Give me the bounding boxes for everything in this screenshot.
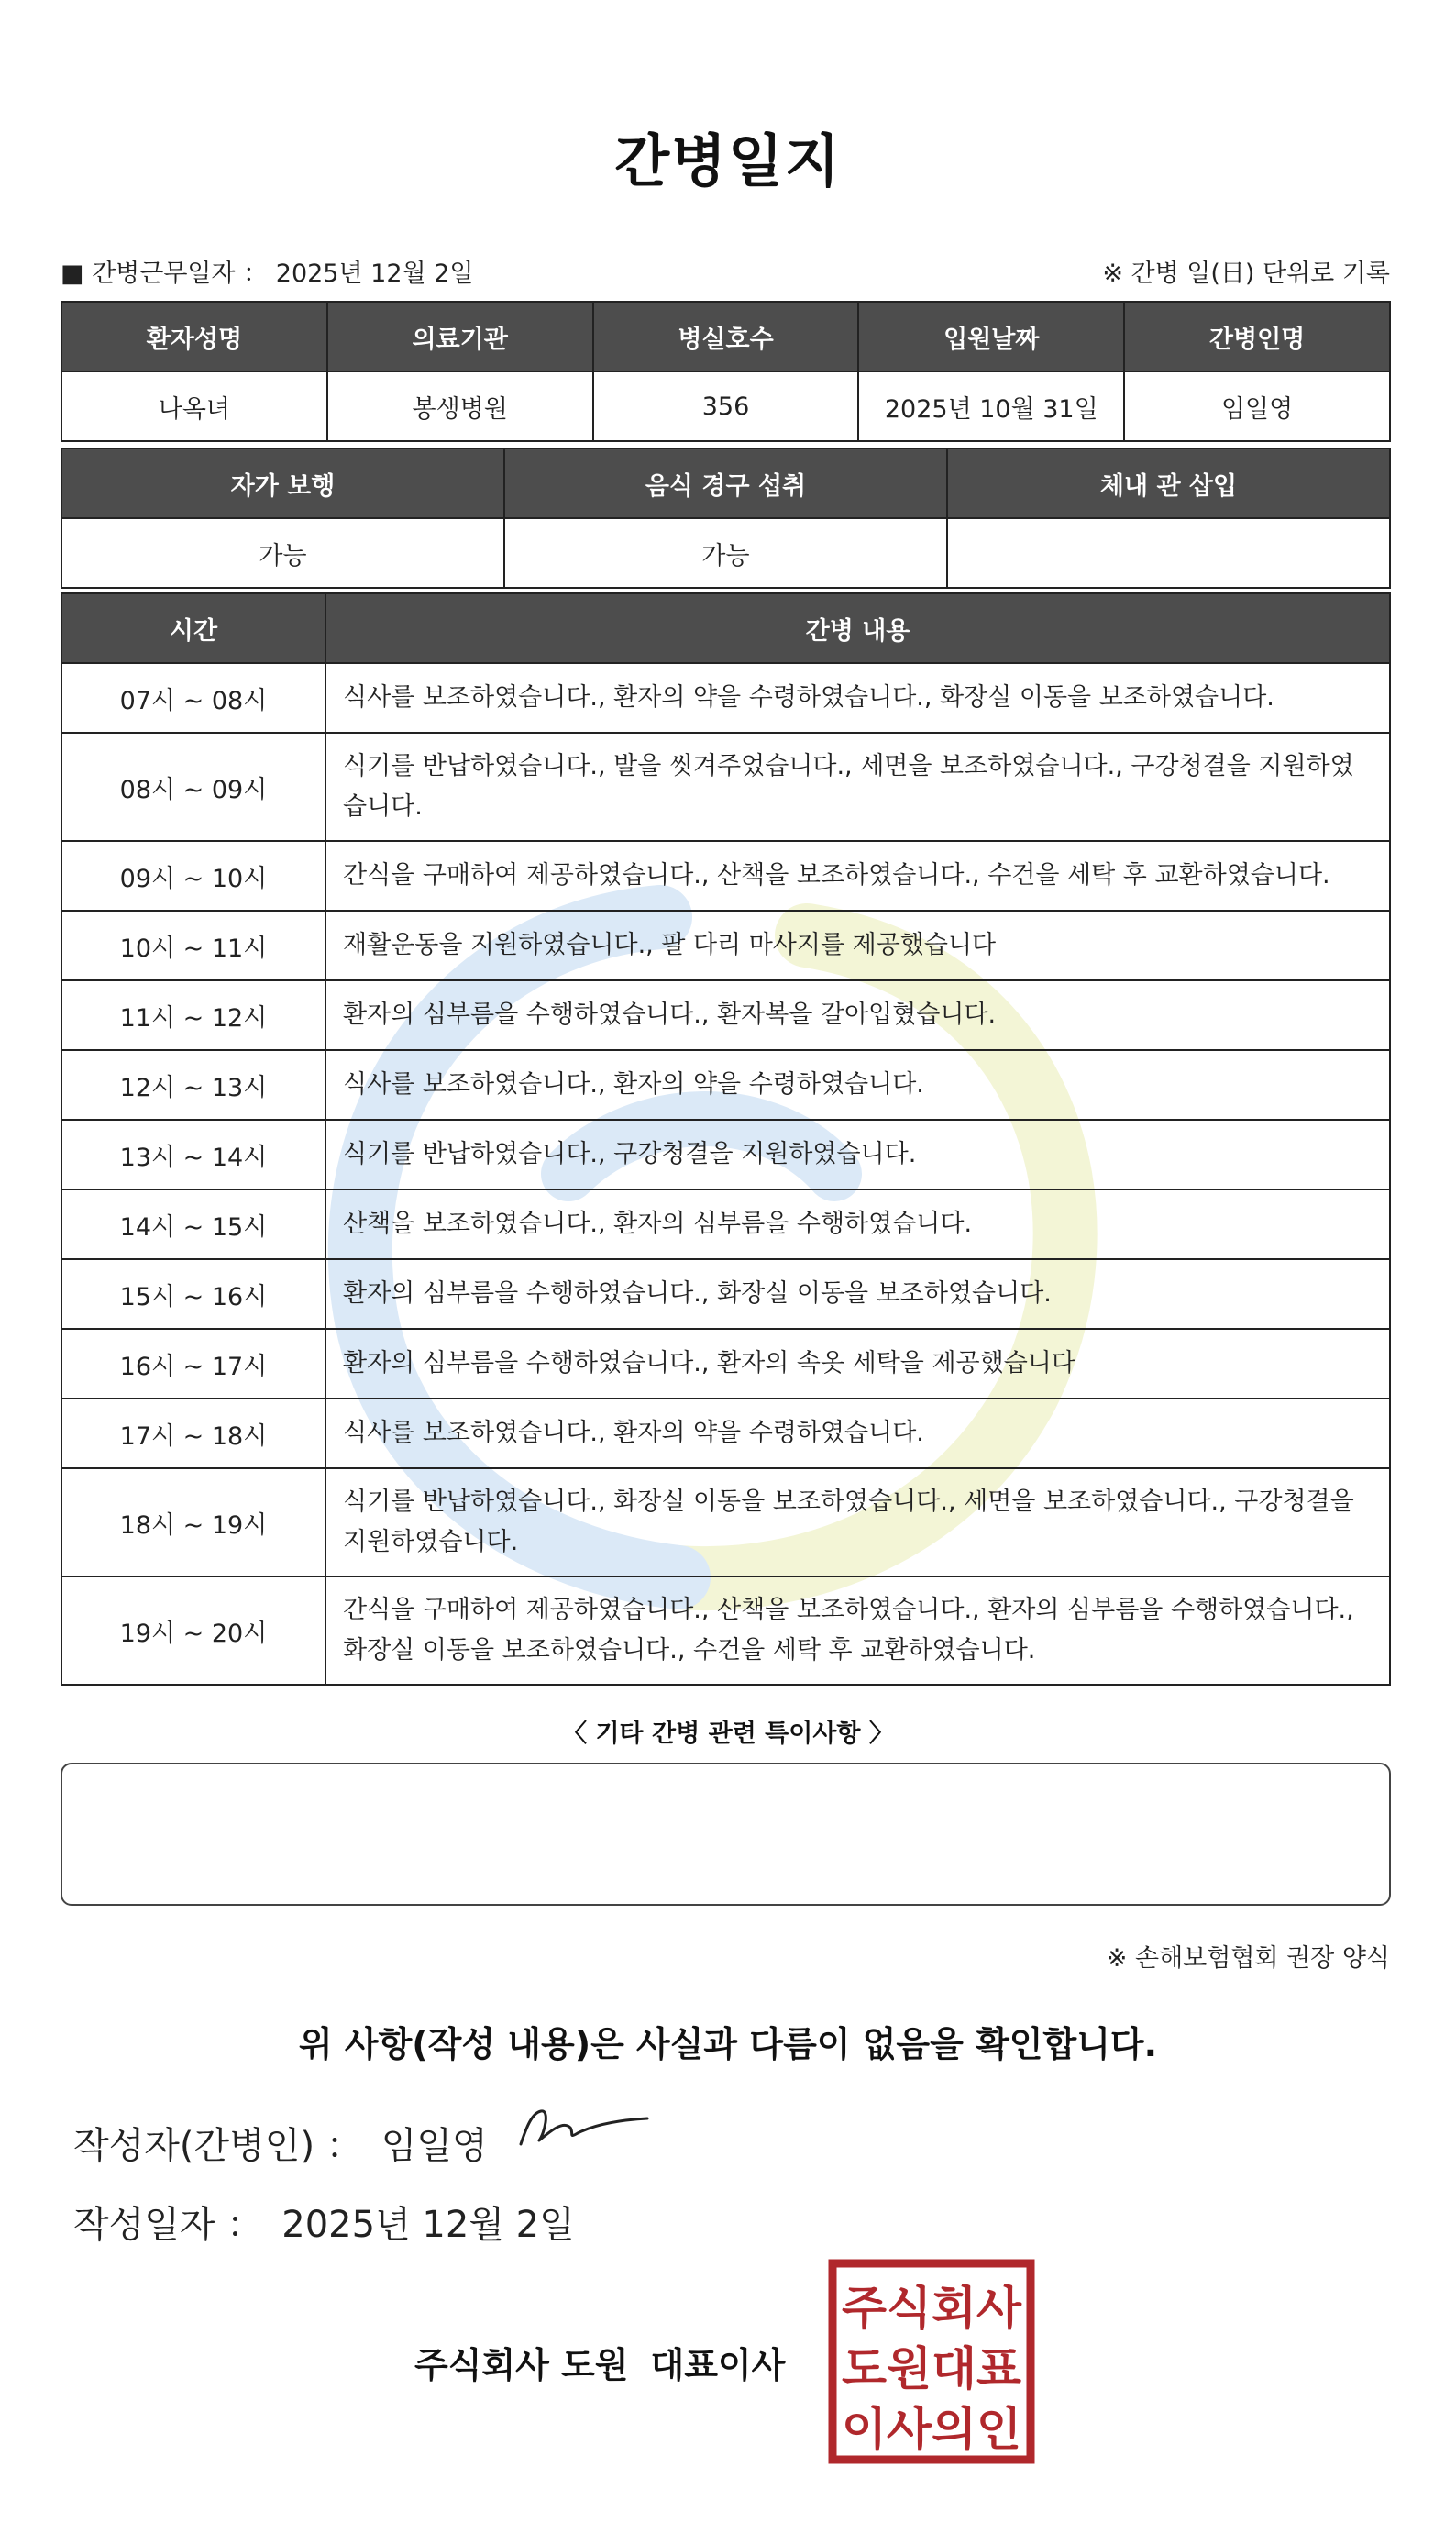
seal-line-1: 주식회사 [842,2282,1022,2335]
header-caregiver-name: 간병인명 [1124,302,1390,371]
table-row [61,1189,1390,1259]
notes-title: 〈 기타 간병 관련 특이사항 〉 [562,1720,894,1748]
log-content: 환자의 심부름을 수행하였습니다., 환자복을 갈아입혔습니다. [325,980,1390,1050]
log-time: 18시 ~ 19시 [61,1468,325,1576]
log-time: 13시 ~ 14시 [61,1120,325,1189]
hospital-name: 봉생병원 [327,371,593,441]
written-date-value: 2025년 12월 2일 [281,2204,575,2246]
header-hospital: 의료기관 [327,302,593,371]
log-time: 08시 ~ 09시 [61,733,325,841]
writer-label: 작성자(간병인) ： [73,2125,363,2167]
company-title: 대표이사 [650,2345,786,2385]
care-log-table [61,592,1391,1686]
log-content: 식사를 보조하였습니다., 환자의 약을 수령하였습니다. [325,1050,1390,1120]
written-date-line [73,2196,575,2248]
table-row [61,1050,1390,1120]
tube-insertion-value [947,518,1390,588]
recommend-note: ※ 손해보험협회 권장 양식 [1106,1944,1390,1973]
log-content: 간식을 구매하여 제공하였습니다., 산책을 보조하였습니다., 환자의 심부름을 수행하였습니다., 화장실 이동을 보조하였습니다., 수건을 세탁 후 교환하였습니다. [325,1576,1390,1685]
seal-line-3: 이사의인 [842,2403,1021,2456]
log-content: 환자의 심부름을 수행하였습니다., 환자의 속옷 세탁을 제공했습니다 [325,1329,1390,1399]
company-name: 주식회사 도원 [414,2345,629,2385]
log-time: 16시 ~ 17시 [61,1329,325,1399]
log-time: 09시 ~ 10시 [61,841,325,911]
table-row [61,1468,1390,1576]
log-time: 15시 ~ 16시 [61,1259,325,1329]
oral-intake-value: 가능 [504,518,947,588]
patient-name: 나옥녀 [61,371,327,441]
table-row [61,841,1390,911]
log-content: 식기를 반납하였습니다., 화장실 이동을 보조하였습니다., 세면을 보조하였습니다., 구강청결을 지원하였습니다. [325,1468,1390,1576]
company-seal-stamp [827,2258,1036,2465]
room-number: 356 [593,371,859,441]
header-self-walking: 자가 보행 [61,448,504,518]
writer-line [73,2117,488,2169]
log-content: 재활운동을 지원하였습니다., 팔 다리 마사지를 제공했습니다 [325,911,1390,980]
log-time: 17시 ~ 18시 [61,1399,325,1468]
log-content: 간식을 구매하여 제공하였습니다., 산책을 보조하였습니다., 수건을 세탁 후 교환하였습니다. [325,841,1390,911]
ability-info-table [61,448,1391,589]
table-row [61,1399,1390,1468]
record-note: ※ 간병 일(日) 단위로 기록 [1102,260,1390,288]
table-row [61,1576,1390,1685]
header-oral-intake: 음식 경구 섭취 [504,448,947,518]
table-row [61,980,1390,1050]
header-patient-name: 환자성명 [61,302,327,371]
log-content: 식기를 반납하였습니다., 발을 씻겨주었습니다., 세면을 보조하였습니다., 구강청결을 지원하였습니다. [325,733,1390,841]
log-time: 10시 ~ 11시 [61,911,325,980]
log-time: 07시 ~ 08시 [61,663,325,733]
work-date-value: 2025년 12월 2일 [275,260,474,288]
self-walking-value: 가능 [61,518,504,588]
confirm-statement: 위 사항(작성 내용)은 사실과 다름이 없음을 확인합니다. [298,2024,1158,2064]
log-time: 19시 ~ 20시 [61,1576,325,1685]
header-care-content: 간병 내용 [325,593,1390,663]
table-row [61,1259,1390,1329]
writer-name: 임일영 [381,2125,488,2167]
patient-info-table [61,301,1391,442]
notes-box [61,1763,1391,1906]
document-title: 간병일지 [614,127,842,194]
table-row [61,1120,1390,1189]
admission-date: 2025년 10월 31일 [858,371,1124,441]
table-row [61,663,1390,733]
log-time: 11시 ~ 12시 [61,980,325,1050]
log-content: 식사를 보조하였습니다., 환자의 약을 수령하였습니다. [325,1399,1390,1468]
table-row [61,1329,1390,1399]
log-content: 식사를 보조하였습니다., 환자의 약을 수령하였습니다., 화장실 이동을 보조하였습니다. [325,663,1390,733]
table-row [61,733,1390,841]
log-content: 산책을 보조하였습니다., 환자의 심부름을 수행하였습니다. [325,1189,1390,1259]
company-signature-line [414,2337,785,2387]
log-time: 12시 ~ 13시 [61,1050,325,1120]
header-room-number: 병실호수 [593,302,859,371]
handwritten-signature [513,2100,660,2155]
log-time: 14시 ~ 15시 [61,1189,325,1259]
header-tube-insertion: 체내 관 삽입 [947,448,1390,518]
table-row [61,911,1390,980]
seal-line-2: 도원대표 [842,2342,1022,2395]
header-time: 시간 [61,593,325,663]
header-admission-date: 입원날짜 [858,302,1124,371]
log-content: 환자의 심부름을 수행하였습니다., 화장실 이동을 보조하였습니다. [325,1259,1390,1329]
caregiver-name: 임일영 [1124,371,1390,441]
log-content: 식기를 반납하였습니다., 구강청결을 지원하였습니다. [325,1120,1390,1189]
written-date-label: 작성일자 ： [73,2204,264,2246]
work-date [61,253,473,289]
work-date-label: ■ 간병근무일자 ： [61,260,269,288]
